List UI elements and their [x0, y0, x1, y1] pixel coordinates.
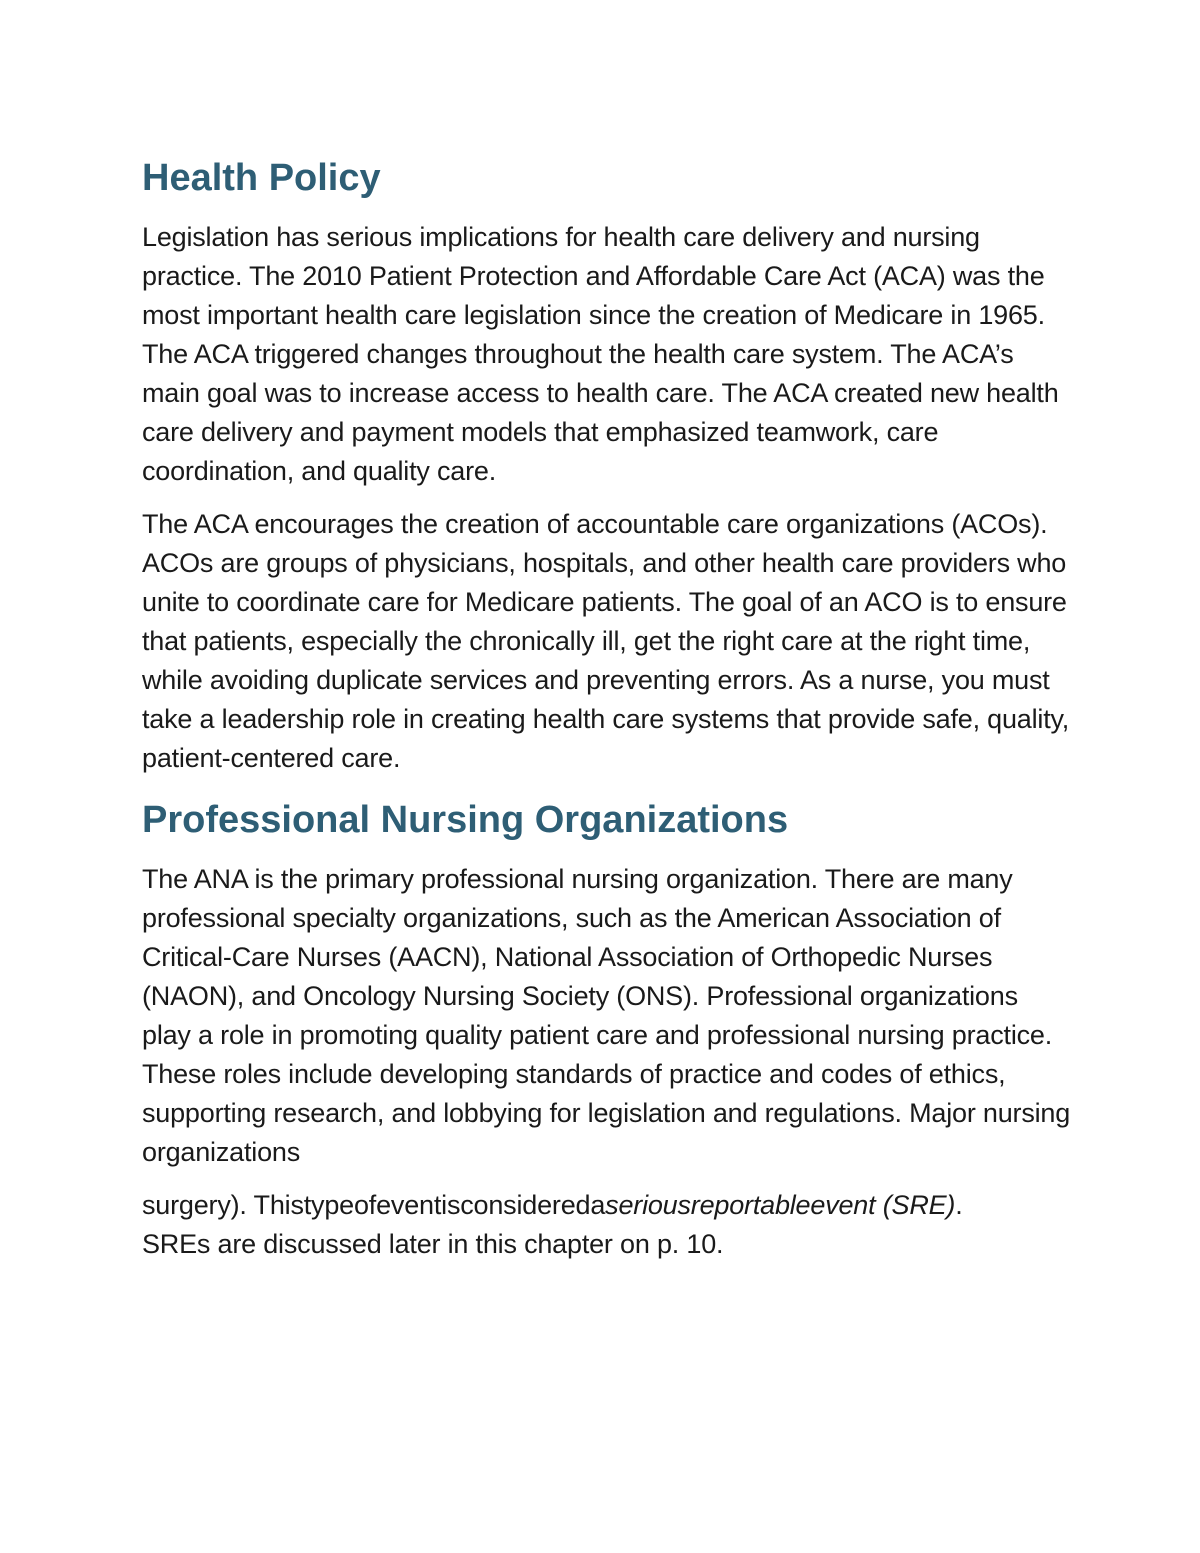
sre-fragment-line-2: SREs are discussed later in this chapter on p. 10.	[142, 1229, 724, 1259]
health-policy-heading: Health Policy	[142, 157, 381, 199]
page-content	[142, 150, 1072, 1278]
health-policy-paragraph-2: The ACA encourages the creation of accountable care organizations (ACOs). ACOs are groups of physicians, hospitals, and other health care providers who unite to coordinate care for Medicare patients. The goal of an ACO is to ensure that patients, especially the chronically ill, get the right care at the right time, while avoiding duplicate services and preventing errors. As a nurse, you must take a leadership role in creating health care systems that provide safe, quality, patient-centered care.	[142, 509, 1070, 773]
sre-fragment-italic: seriousreportableevent (SRE)	[605, 1190, 956, 1220]
sre-fragment-line-1	[142, 1186, 1072, 1264]
sre-fragment-end: .	[955, 1190, 963, 1220]
professional-orgs-paragraph-1: The ANA is the primary professional nursing organization. There are many professional specialty organizations, such as the American Association of Critical-Care Nurses (AACN), National Association of Orthopedic Nurses (NAON), and Oncology Nursing Society (ONS). Professional organizations play a role in promoting quality patient care and professional nursing practice. These roles include developing standards of practice and codes of ethics, supporting research, and lobbying for legislation and regulations. Major nursing organizations	[142, 864, 1071, 1167]
sre-fragment-start: surgery). Thistypeofeventisconsidereda	[142, 1190, 606, 1220]
health-policy-paragraph-1: Legislation has serious implications for health care delivery and nursing practice. The 2010 Patient Protection and Affordable Care Act (ACA) was the most important health care legislation since the creation of Medicare in 1965. The ACA triggered changes throughout the health care system. The ACA’s main goal was to increase access to health care. The ACA created new health care delivery and payment models that emphasized teamwork, care coordination, and quality care.	[142, 222, 1059, 486]
professional-orgs-heading: Professional Nursing Organizations	[142, 799, 789, 841]
